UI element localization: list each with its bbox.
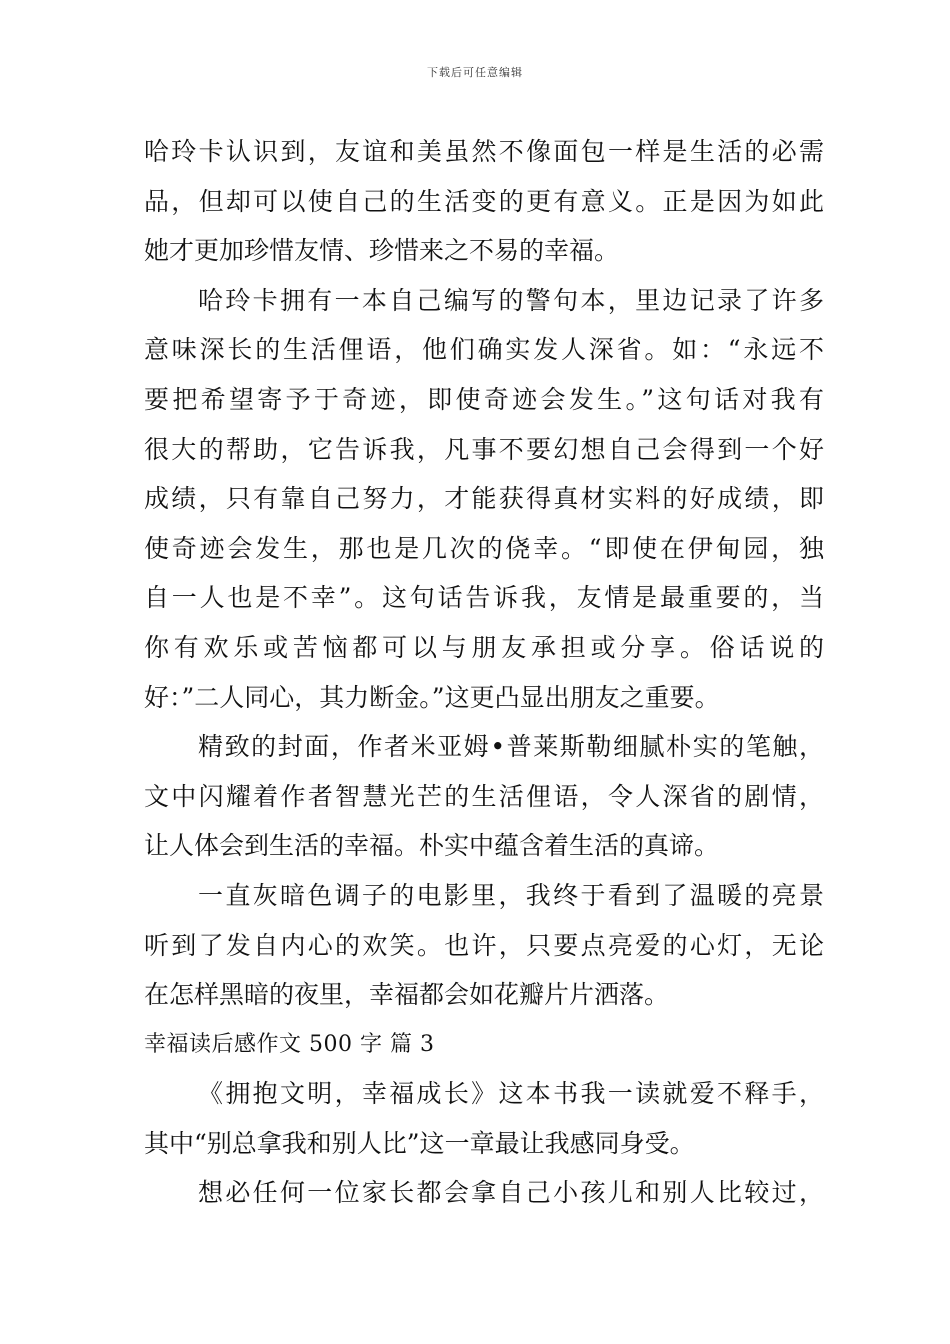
- text-line: 好：”二人同心，其力断金。”这更凸显出朋友之重要。: [144, 682, 720, 712]
- text-line: 品，但却可以使自己的生活变的更有意义。正是因为如此: [144, 186, 824, 216]
- text-line: 你有欢乐或苦恼都可以与朋友承担或分享。俗话说的: [144, 632, 824, 662]
- text-line: 文中闪耀着作者智慧光芒的生活俚语，令人深省的剧情，: [144, 781, 824, 811]
- text-line: 其中“别总拿我和别人比”这一章最让我感同身受。: [144, 1128, 695, 1158]
- text-line: 精致的封面，作者米亚姆•普莱斯勒细腻朴实的笔触，: [198, 732, 824, 762]
- text-line: 《拥抱文明，幸福成长》这本书我一读就爱不释手，: [198, 1079, 824, 1109]
- text-line: 在怎样黑暗的夜里，幸福都会如花瓣片片洒落。: [144, 980, 670, 1010]
- text-line: 很大的帮助，它告诉我，凡事不要幻想自己会得到一个好: [144, 434, 824, 464]
- text-line: 一直灰暗色调子的电影里，我终于看到了温暖的亮景: [198, 880, 824, 910]
- text-line: 让人体会到生活的幸福。朴实中蕴含着生活的真谛。: [144, 831, 720, 861]
- text-line: 成绩，只有靠自己努力，才能获得真材实料的好成绩，即: [144, 484, 824, 514]
- document-body: [144, 127, 824, 1218]
- text-line: 要把希望寄予于奇迹，即使奇迹会发生。”这句话对我有: [144, 384, 824, 414]
- text-line: 意味深长的生活俚语，他们确实发人深省。如：“永远不: [144, 335, 824, 365]
- text-line: 哈玲卡拥有一本自己编写的警句本，里边记录了许多: [198, 285, 824, 315]
- section-heading: 幸福读后感作文 500 字 篇 3: [144, 1031, 435, 1057]
- text-line: 自一人也是不幸”。这句话告诉我，友情是最重要的，当: [144, 583, 824, 613]
- text-line: 哈玲卡认识到，友谊和美虽然不像面包一样是生活的必需: [144, 137, 824, 166]
- text-line: 她才更加珍惜友情、珍惜来之不易的幸福。: [144, 236, 620, 266]
- text-line: 想必任何一位家长都会拿自己小孩儿和别人比较过，: [198, 1178, 824, 1208]
- text-line: 使奇迹会发生，那也是几次的侥幸。“即使在伊甸园，独: [144, 533, 824, 563]
- page-header: 下载后可任意编辑: [427, 66, 523, 79]
- text-line: 听到了发自内心的欢笑。也许，只要点亮爱的心灯，无论: [144, 930, 824, 960]
